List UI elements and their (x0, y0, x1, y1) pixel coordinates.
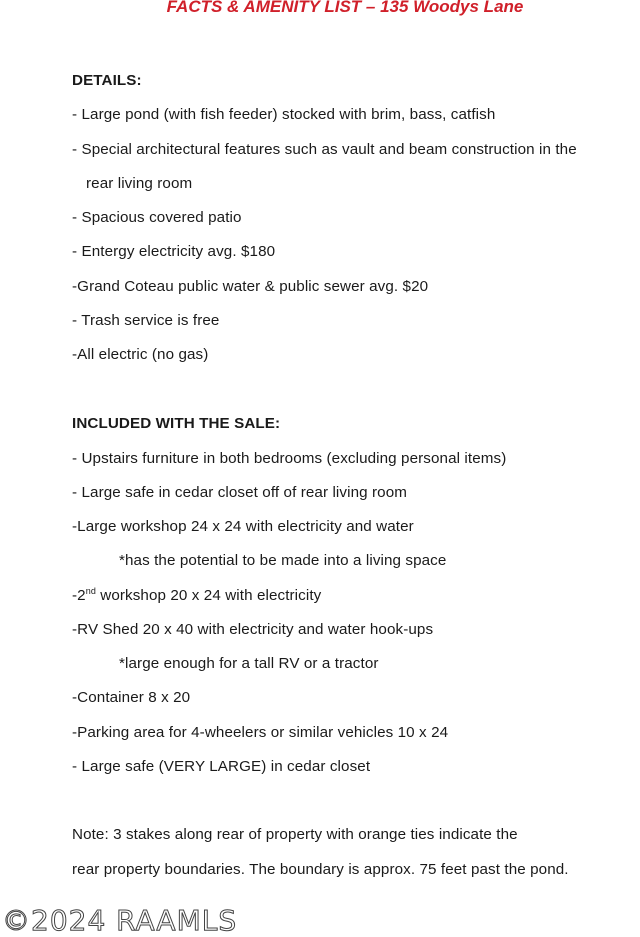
details-item: -Grand Coteau public water & public sewer avg. $20 (72, 278, 429, 295)
included-subnote: *large enough for a tall RV or a tractor (119, 655, 379, 672)
included-subnote: *has the potential to be made into a living space (119, 552, 447, 569)
document-title: FACTS & AMENITY LIST – 135 Woodys Lane (166, 0, 524, 16)
included-item: - Upstairs furniture in both bedrooms (excluding personal items) (72, 450, 507, 467)
details-item: - Entergy electricity avg. $180 (72, 243, 276, 260)
included-item: -Container 8 x 20 (72, 689, 191, 706)
details-item: - Trash service is free (72, 312, 220, 329)
workshop-text: workshop 20 x 24 with electricity (95, 587, 322, 604)
details-item: - Spacious covered patio (72, 209, 242, 226)
details-item: - Special architectural features such as vault and beam construction in the (72, 141, 577, 158)
ordinal-suffix: nd (85, 586, 96, 596)
details-heading: DETAILS: (72, 72, 142, 89)
included-item (72, 587, 321, 604)
included-item: - Large safe in cedar closet off of rear living room (72, 484, 407, 501)
ordinal-number: -2 (72, 587, 86, 604)
note-line: rear property boundaries. The boundary is approx. 75 feet past the pond. (72, 861, 569, 878)
details-item-continuation: rear living room (86, 175, 193, 192)
details-item: - Large pond (with fish feeder) stocked with brim, bass, catfish (72, 106, 496, 123)
included-item: -Parking area for 4-wheelers or similar vehicles 10 x 24 (72, 724, 449, 741)
included-item: -RV Shed 20 x 40 with electricity and water hook-ups (72, 621, 434, 638)
note-line: Note: 3 stakes along rear of property with orange ties indicate the (72, 826, 518, 843)
details-item: -All electric (no gas) (72, 346, 209, 363)
included-item: - Large safe (VERY LARGE) in cedar closet (72, 758, 371, 775)
included-item: -Large workshop 24 x 24 with electricity and water (72, 518, 414, 535)
copyright-watermark: ©2024 RAAMLS (2, 904, 238, 937)
included-heading: INCLUDED WITH THE SALE: (72, 415, 281, 432)
